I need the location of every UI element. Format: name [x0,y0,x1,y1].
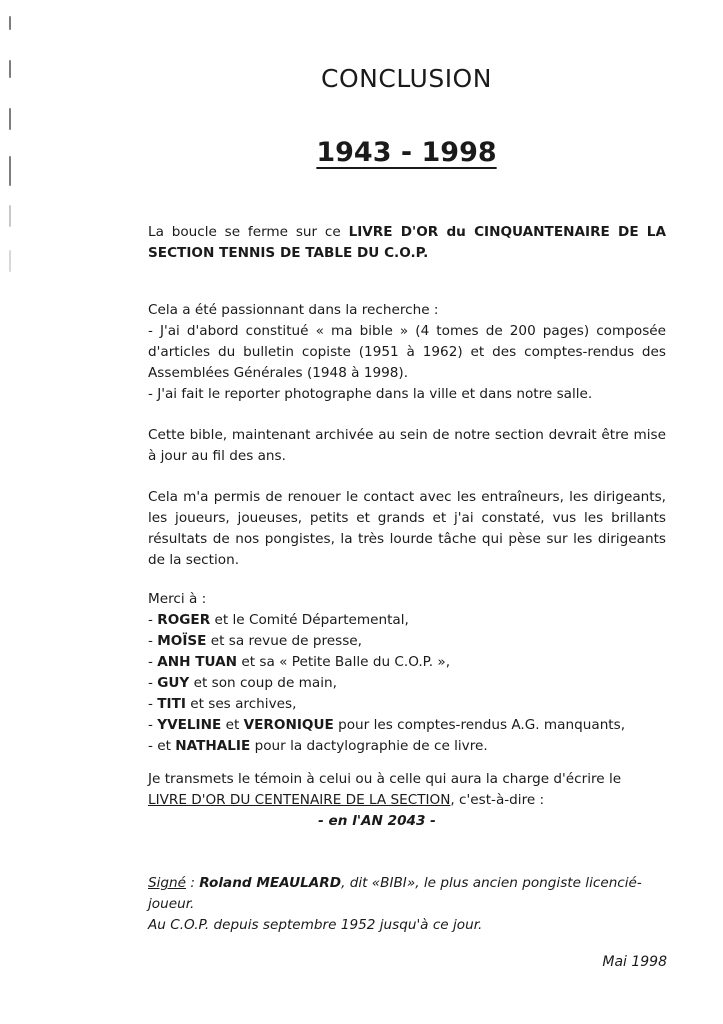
thanks-item: - et NATHALIE pour la dactylographie de ce livre. [148,738,488,754]
thanks-heading: Merci à : [148,591,207,607]
binding-mark [9,250,11,272]
thanks-item: - YVELINE et VERONIQUE pour les comptes-rendus A.G. manquants, [148,717,626,733]
year-range: 1943 - 1998 [316,137,497,168]
transmit-paragraph: Je transmets le témoin à celui ou à celle qui aura la charge d'écrire le LIVRE D'OR DU CENTENAIRE DE LA SECTION, c'est-à-dire : - en l'AN 2043 - [148,769,666,832]
future-year: - en l'AN 2043 - [318,813,436,829]
signature-block: Signé : Roland MEAULARD, dit «BIBI», le plus ancien pongiste licencié-joueur. Au C.O.P. depuis septembre 1952 jusqu'à ce jour. [148,875,642,933]
binding-mark [9,205,11,227]
intro-paragraph: La boucle se ferme sur ce LIVRE D'OR du CINQUANTENAIRE DE LA SECTION TENNIS DE TABLE DU C.O.P. [148,224,666,261]
research-paragraph: Cela a été passionnant dans la recherche : - J'ai d'abord constitué « ma bible » (4 tomes de 200 pages) composée d'articles du bulletin copiste (1951 à 1962) et des comptes-rendus des Assemblées Générales (1948 à 1998). - J'ai fait le reporter photographe dans la ville et dans notre salle. [148,302,666,402]
contact-paragraph: Cela m'a permis de renouer le contact avec les entraîneurs, les dirigeants, les joueurs, joueuses, petits et grands et j'ai constaté, vus les brillants résultats de nos pongistes, la très lourde tâche qui pèse sur les dirigeants de la section. [148,489,666,568]
thanks-item: - ROGER et le Comité Départemental, [148,612,409,628]
thanks-item: - GUY et son coup de main, [148,675,337,691]
binding-mark [9,16,11,30]
thanks-item: - MOÏSE et sa revue de presse, [148,633,362,649]
thanks-item: - TITI et ses archives, [148,696,297,712]
thanks-item: - ANH TUAN et sa « Petite Balle du C.O.P. », [148,654,451,670]
binding-mark [9,108,11,130]
thanks-list [148,589,666,757]
page-title: CONCLUSION [321,64,492,93]
centenary-book-title: LIVRE D'OR DU CENTENAIRE DE LA SECTION [148,792,451,808]
document-date: Mai 1998 [602,954,667,970]
bible-paragraph: Cette bible, maintenant archivée au sein de notre section devrait être mise à jour au fil des ans. [148,427,666,464]
